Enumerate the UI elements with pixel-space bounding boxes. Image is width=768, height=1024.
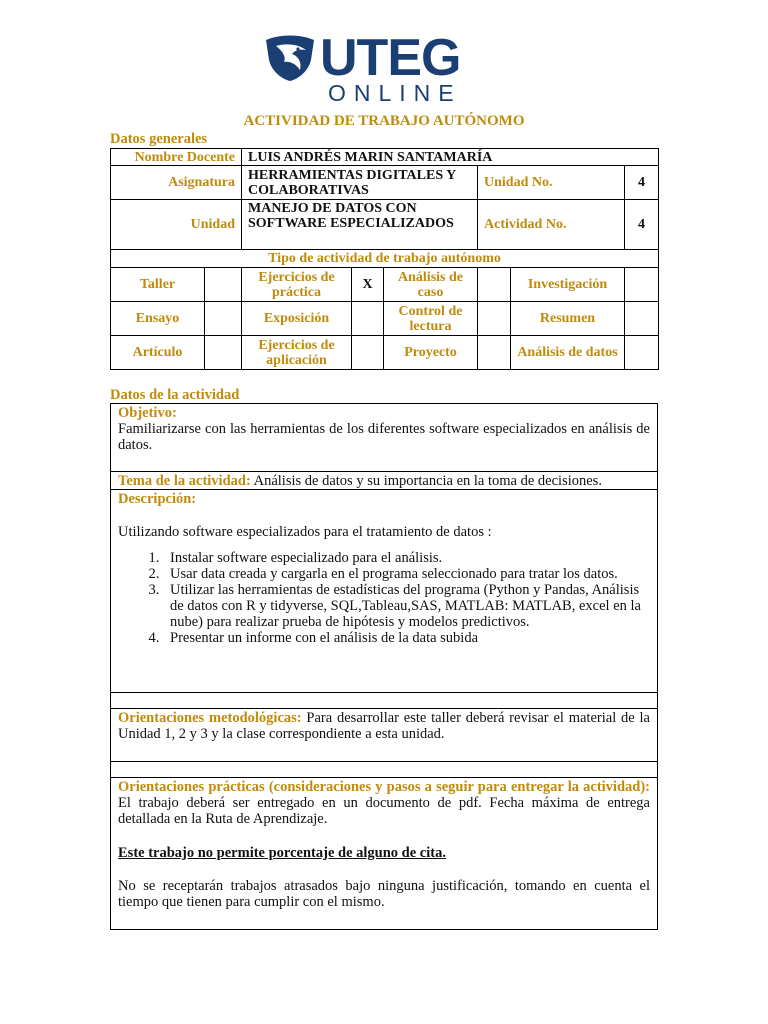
- uteg-logo: [262, 29, 478, 106]
- empty-row: [110, 692, 658, 709]
- nota-atrasados: No se receptarán trabajos atrasados bajo ninguna justificación, tomando en cuenta el tiempo que tienen para cumplir con el mismo.: [118, 878, 650, 910]
- list-item: 1. Instalar software especializado para el análisis.: [163, 550, 650, 566]
- descripcion-label: Descripción:: [118, 491, 197, 507]
- tipo-label: Exposición: [242, 302, 352, 336]
- list-item: 3. Utilizar las herramientas de estadísticas del programa (Python y Pandas, Análisis de datos con R y tidyverse, SQL,Tableau,SAS, MATLAB: MATLAB, excel en la nube) para realizar prueba de hipótesis y modelos predictivos.: [163, 582, 650, 630]
- tipo-row: [111, 336, 659, 370]
- tema-text: Análisis de datos y su importancia en la toma de decisiones.: [253, 473, 602, 489]
- unidad-label: Unidad: [111, 200, 242, 250]
- tipo-actividad-heading-row: [111, 250, 659, 268]
- orientaciones-practicas-paragraph: [118, 779, 650, 827]
- orientaciones-metodologicas-text: Para desarrollar este taller deberá revisar el material de la Unidad 1, 2 y 3 y la clase correspondiente a esta unidad.: [118, 710, 650, 742]
- asignatura-label: Asignatura: [111, 166, 242, 200]
- objetivo-box: [110, 403, 658, 472]
- actividad-no-label: Actividad No.: [478, 200, 625, 250]
- tipo-mark[interactable]: [625, 302, 659, 336]
- tipo-label: Ejercicios de aplicación: [242, 336, 352, 370]
- tipo-mark[interactable]: [478, 268, 511, 302]
- list-item: 4. Presentar un informe con el análisis de la data subida: [163, 630, 650, 646]
- tipo-row: [111, 302, 659, 336]
- tipo-label: Control de lectura: [384, 302, 478, 336]
- descripcion-intro: Utilizando software especializados para el tratamiento de datos :: [118, 524, 492, 540]
- brand-name: UTEG: [320, 29, 461, 87]
- tipo-mark[interactable]: [478, 302, 511, 336]
- brand-subtitle: ONLINE: [328, 80, 462, 106]
- unidad-no-label: Unidad No.: [478, 166, 625, 200]
- tipo-label: Artículo: [111, 336, 205, 370]
- objetivo-text: Familiarizarse con las herramientas de los diferentes software especializados en análisis de datos.: [118, 421, 650, 453]
- tipo-mark[interactable]: [478, 336, 511, 370]
- tipo-label: Taller: [111, 268, 205, 302]
- tipo-mark[interactable]: [205, 336, 242, 370]
- tipo-label: Proyecto: [384, 336, 478, 370]
- tipo-mark[interactable]: [625, 268, 659, 302]
- tipo-mark[interactable]: X: [352, 268, 384, 302]
- nombre-docente-label: Nombre Docente: [111, 149, 242, 166]
- tipo-label: Investigación: [511, 268, 625, 302]
- unidad-no-value: 4: [625, 166, 659, 200]
- datos-generales-heading: Datos generales: [110, 131, 208, 147]
- list-item: 2. Usar data creada y cargarla en el programa seleccionado para tratar los datos.: [163, 566, 650, 582]
- tipo-label: Ejercicios de práctica: [242, 268, 352, 302]
- orientaciones-metodologicas-box: [110, 708, 658, 762]
- datos-actividad-heading: Datos de la actividad: [110, 387, 240, 403]
- datos-generales-table: [110, 148, 659, 370]
- tipo-label: Análisis de datos: [511, 336, 625, 370]
- unidad-row: [111, 200, 659, 250]
- actividad-no-value: 4: [625, 200, 659, 250]
- tipo-label: Ensayo: [111, 302, 205, 336]
- empty-row: [110, 761, 658, 778]
- document-title: ACTIVIDAD DE TRABAJO AUTÓNOMO: [243, 113, 525, 129]
- tipo-label: Análisis de caso: [384, 268, 478, 302]
- nombre-docente-value: LUIS ANDRÉS MARIN SANTAMARÍA: [242, 149, 659, 166]
- orientaciones-practicas-box: [110, 777, 658, 930]
- uteg-shield-icon: [262, 34, 318, 82]
- tipo-label: Resumen: [511, 302, 625, 336]
- tipo-row: [111, 268, 659, 302]
- unidad-value: MANEJO DE DATOS CON SOFTWARE ESPECIALIZADOS: [242, 200, 478, 250]
- descripcion-box: [110, 489, 658, 693]
- asignatura-row: [111, 166, 659, 200]
- tipo-mark[interactable]: [205, 302, 242, 336]
- tema-box: [110, 471, 658, 490]
- nota-cita: Este trabajo no permite porcentaje de alguno de cita.: [118, 845, 446, 861]
- tipo-mark[interactable]: [352, 336, 384, 370]
- tipo-mark[interactable]: [352, 302, 384, 336]
- docente-row: [111, 149, 659, 166]
- orientaciones-practicas-label: Orientaciones prácticas (consideraciones y pasos a seguir para entregar la actividad):: [118, 779, 650, 795]
- asignatura-value: HERRAMIENTAS DIGITALES Y COLABORATIVAS: [242, 166, 478, 200]
- tipo-mark[interactable]: [625, 336, 659, 370]
- tipo-mark[interactable]: [205, 268, 242, 302]
- orientaciones-metodologicas-label: Orientaciones metodológicas:: [118, 710, 302, 726]
- orientaciones-practicas-text: El trabajo deberá ser entregado en un documento de pdf. Fecha máxima de entrega detallada en la Ruta de Aprendizaje.: [118, 795, 650, 827]
- tipo-actividad-heading: Tipo de actividad de trabajo autónomo: [111, 250, 659, 268]
- objetivo-label: Objetivo:: [118, 405, 177, 421]
- tema-label: Tema de la actividad:: [118, 473, 251, 489]
- descripcion-steps: [118, 550, 650, 646]
